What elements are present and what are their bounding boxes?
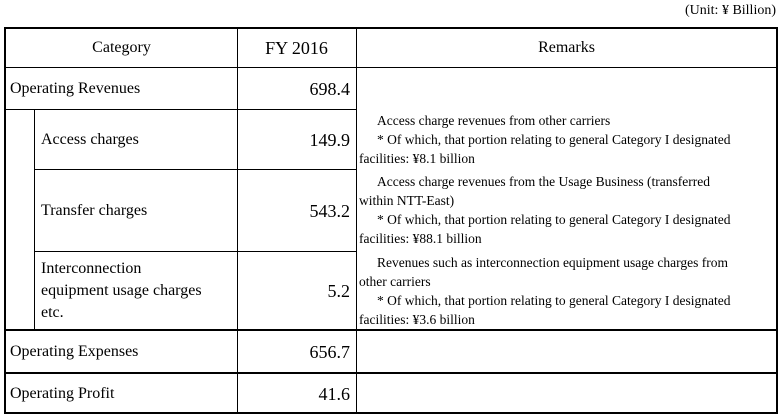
- transfer-charges-value: 543.2: [309, 200, 350, 221]
- transfer-charges-remark: Access charge revenues from the Usage Business (transferred within NTT-East) * Of which, that portion relating to general Category I designated facilities: ¥88.1 billion: [359, 174, 731, 246]
- interconnection-value: 5.2: [327, 280, 350, 301]
- transfer-charges-label: Transfer charges: [41, 201, 148, 219]
- access-charges-remark: Access charge revenues from other carriers * Of which, that portion relating to general Category I designated facilities: ¥8.1 billion: [359, 113, 731, 166]
- access-charges-label: Access charges: [41, 130, 139, 148]
- operating-revenues-value: 698.4: [309, 78, 350, 99]
- interconnection-remark: Revenues such as interconnection equipment usage charges from other carriers * Of which, that portion relating to general Category I designated facilities: ¥3.6 billion: [359, 255, 731, 327]
- header-remarks: Remarks: [538, 39, 595, 56]
- operating-profit-value: 41.6: [318, 384, 350, 404]
- access-charges-value: 149.9: [309, 129, 350, 150]
- operating-expenses-value: 656.7: [309, 341, 350, 362]
- operating-expenses-label: Operating Expenses: [10, 342, 139, 360]
- header-year: FY 2016: [265, 38, 328, 58]
- header-category: Category: [92, 39, 151, 56]
- revenue-table: [4, 27, 778, 414]
- operating-profit-label: Operating Profit: [10, 385, 115, 402]
- interconnection-label: Interconnection equipment usage charges etc.: [41, 259, 202, 321]
- operating-revenues-label: Operating Revenues: [10, 79, 141, 97]
- unit-note: (Unit: ¥ Billion): [685, 3, 776, 18]
